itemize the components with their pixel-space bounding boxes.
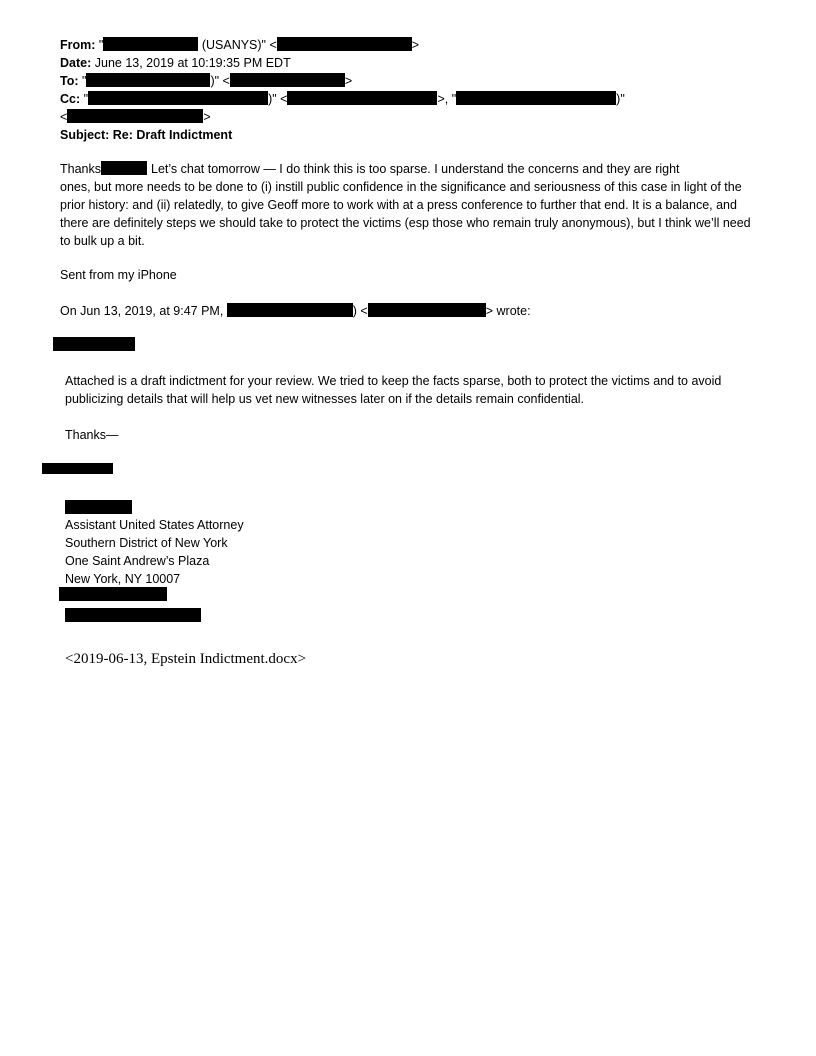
redaction-box [86, 73, 210, 87]
from-lt: < [269, 38, 277, 52]
to-close: )" [210, 74, 220, 88]
cc-close-2: )" [616, 92, 625, 106]
date-value: June 13, 2019 at 10:19:35 PM EDT [94, 56, 291, 70]
quote-prefix: On Jun 13, 2019, at 9:47 PM, [60, 304, 224, 318]
cc-close: )" [268, 92, 277, 106]
subject-line: Subject: Re: Draft Indictment [60, 128, 233, 142]
to-line [60, 72, 352, 90]
quote-header [60, 302, 531, 320]
redaction-box [230, 73, 345, 87]
reply-first: Let’s chat tomorrow — I do think this is too sparse. I understand the concerns and they are right [151, 162, 680, 176]
sig-title: Assistant United States Attorney [65, 518, 244, 532]
cc-continuation-line [60, 108, 211, 126]
original-body: Attached is a draft indictment for your review. We tried to keep the facts sparse, both to protect the victims and to avoid publicizing details that will help us vet new witnesses later on if the details remain confidential. [65, 374, 722, 406]
reply-thanks: Thanks [60, 162, 101, 176]
redaction-box [59, 587, 167, 601]
from-gt: > [411, 38, 420, 52]
reply-rest: ones, but more needs to be done to (i) instill public confidence in the significance and seriousness of this case in light of the prior history: and (ii) relatedly, to give Geoff more to work with at a press conference to further that end. It is a balance, and there are definitely steps we should take to protect the victims (esp those who remain truly anonymous), but I think we’ll need to bulk up a bit. [60, 180, 751, 248]
redaction-box [103, 37, 198, 51]
from-quote: " [98, 38, 104, 52]
from-line [60, 36, 419, 54]
sig-address-2: New York, NY 10007 [65, 572, 181, 586]
reply-body [60, 160, 760, 250]
cc-line [60, 90, 625, 108]
sig-office: Southern District of New York [65, 536, 228, 550]
redaction-box [101, 161, 147, 175]
cc-sep: >, " [437, 92, 457, 106]
from-suffix: (USANYS)" [201, 38, 266, 52]
cc2-lt: < [60, 110, 68, 124]
redaction-box [287, 91, 437, 105]
redaction-box [88, 91, 268, 105]
cc-label: Cc: [60, 92, 81, 106]
redaction-box [277, 37, 412, 51]
redaction-box [227, 303, 353, 317]
redaction-box [65, 500, 132, 514]
to-label: To: [60, 74, 79, 88]
quote-mid: ) < [352, 304, 368, 318]
cc2-gt: > [203, 110, 211, 124]
from-label: From: [60, 38, 96, 52]
quote-suffix: > wrote: [485, 304, 531, 318]
sig-address-1: One Saint Andrew’s Plaza [65, 554, 210, 568]
to-lt: < [222, 74, 230, 88]
original-closing: Thanks— [65, 428, 119, 442]
cc-lt: < [280, 92, 288, 106]
to-quote: " [82, 74, 87, 88]
reply-signature: Sent from my iPhone [60, 268, 177, 282]
redaction-box [53, 337, 135, 351]
attachment-label[interactable]: <2019-06-13, Epstein Indictment.docx> [65, 651, 307, 667]
to-gt: > [344, 74, 353, 88]
date-label: Date: [60, 56, 92, 70]
redaction-box [42, 463, 113, 474]
redaction-box [67, 109, 203, 123]
redaction-box [65, 608, 201, 622]
date-line [60, 54, 291, 72]
redaction-box [368, 303, 486, 317]
redaction-box [456, 91, 616, 105]
cc-quote: " [83, 92, 89, 106]
